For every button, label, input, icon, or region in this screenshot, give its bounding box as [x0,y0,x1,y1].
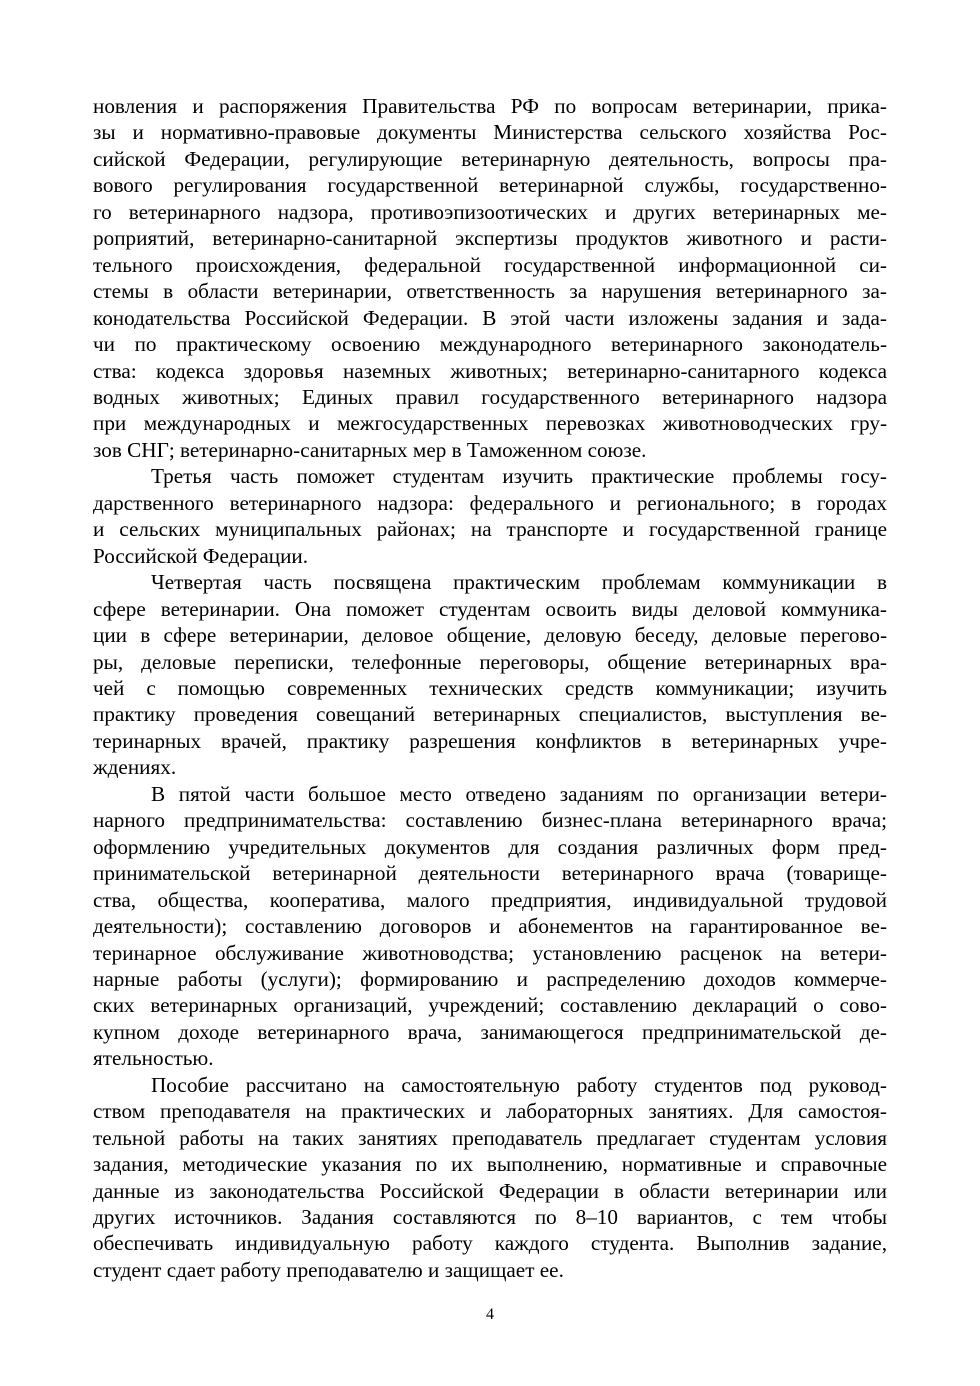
text-line: дарственного ветеринарного надзора: федерального и регионального; в городах [93,490,887,515]
text-line: В пятой части большое место отведено заданиям по организации ветери- [151,781,887,806]
text-line: чей с помощью современных технических средств коммуникации; изучить [93,675,887,700]
text-line: и сельских муниципальных районах; на транспорте и государственной границе [93,517,887,542]
text-line: чи по практическому освоению международного ветеринарного законодатель- [93,332,887,357]
text-line: стемы в области ветеринарии, ответственность за нарушения ветеринарного за- [93,279,887,304]
text-line: ства, общества, кооператива, малого предприятия, индивидуальной трудовой [93,887,887,912]
paragraph-manual-usage [93,1072,887,1284]
text-line: зы и нормативно-правовые документы Министерства сельского хозяйства Рос- [93,120,887,145]
paragraph-intro-continuation [93,93,887,463]
text-line: тельного происхождения, федеральной государственной информационной си- [93,252,887,277]
paragraph-fourth-part [93,569,887,781]
text-line: других источников. Задания составляются по 8–10 вариантов, с тем чтобы [93,1205,887,1230]
text-line: зов СНГ; ветеринарно-санитарных мер в Таможенном союзе. [93,437,647,462]
text-line: принимательской ветеринарной деятельности ветеринарного врача (товарище- [93,861,887,886]
text-line: роприятий, ветеринарно-санитарной экспертизы продуктов животного и расти- [93,226,887,251]
text-line: ством преподавателя на практических и лабораторных занятиях. Для самостоя- [93,1099,887,1124]
text-line: теринарных врачей, практику разрешения конфликтов в ветеринарных учре- [93,728,887,753]
text-line: сфере ветеринарии. Она поможет студентам освоить виды деловой коммуника- [93,596,887,621]
text-line: ства: кодекса здоровья наземных животных; ветеринарно-санитарного кодекса [93,358,887,383]
text-line: задания, методические указания по их выполнению, нормативные и справочные [93,1152,887,1177]
text-line: Пособие рассчитано на самостоятельную работу студентов под руковод- [151,1072,887,1097]
page-number: 4 [486,1306,494,1323]
text-line: ятельностью. [93,1046,214,1071]
text-line: сийской Федерации, регулирующие ветеринарную деятельность, вопросы пра- [93,146,887,171]
text-line: нарные работы (услуги); формированию и распределению доходов коммерче- [93,966,887,991]
text-line: Российской Федерации. [93,543,309,568]
text-line: при международных и межгосударственных перевозках животноводческих гру- [93,411,887,436]
text-line: деятельности); составлению договоров и абонементов на гарантированное ве- [93,914,887,939]
text-line: конодательства Российской Федерации. В этой части изложены задания и зада- [93,305,887,330]
text-line: водных животных; Единых правил государственного ветеринарного надзора [93,384,887,409]
paragraph-third-part [93,463,887,569]
text-line: нарного предпринимательства: составлению бизнес-плана ветеринарного врача; [93,808,887,833]
paragraph-fifth-part [93,781,887,1072]
text-line: обеспечивать индивидуальную работу каждого студента. Выполнив задание, [93,1231,887,1256]
text-line: Четвертая часть посвящена практическим проблемам коммуникации в [151,570,887,595]
text-line: практику проведения совещаний ветеринарных специалистов, выступления ве- [93,702,887,727]
text-line: студент сдает работу преподавателю и защищает ее. [93,1257,564,1282]
text-line: ции в сфере ветеринарии, деловое общение, деловую беседу, деловые перегово- [93,623,887,648]
text-line: ры, деловые переписки, телефонные переговоры, общение ветеринарных вра- [93,649,887,674]
text-line: Третья часть поможет студентам изучить практические проблемы госу- [151,464,887,489]
text-line: новления и распоряжения Правительства РФ по вопросам ветеринарии, прика- [93,94,887,118]
page-body [93,93,887,1283]
text-line: купном доходе ветеринарного врача, занимающегося предпринимательской де- [93,1019,887,1044]
text-line: го ветеринарного надзора, противоэпизоотических и других ветеринарных ме- [93,199,887,224]
text-line: ских ветеринарных организаций, учреждений; составлению деклараций о сово- [93,993,887,1018]
text-line: тельной работы на таких занятиях преподаватель предлагает студентам условия [93,1125,887,1150]
text-line: данные из законодательства Российской Федерации в области ветеринарии или [93,1178,887,1203]
text-line: теринарное обслуживание животноводства; установлению расценок на ветери- [93,940,887,965]
text-line: ждениях. [93,755,177,780]
text-line: вового регулирования государственной ветеринарной службы, государственно- [93,173,887,198]
text-line: оформлению учредительных документов для создания различных форм пред- [93,834,887,859]
